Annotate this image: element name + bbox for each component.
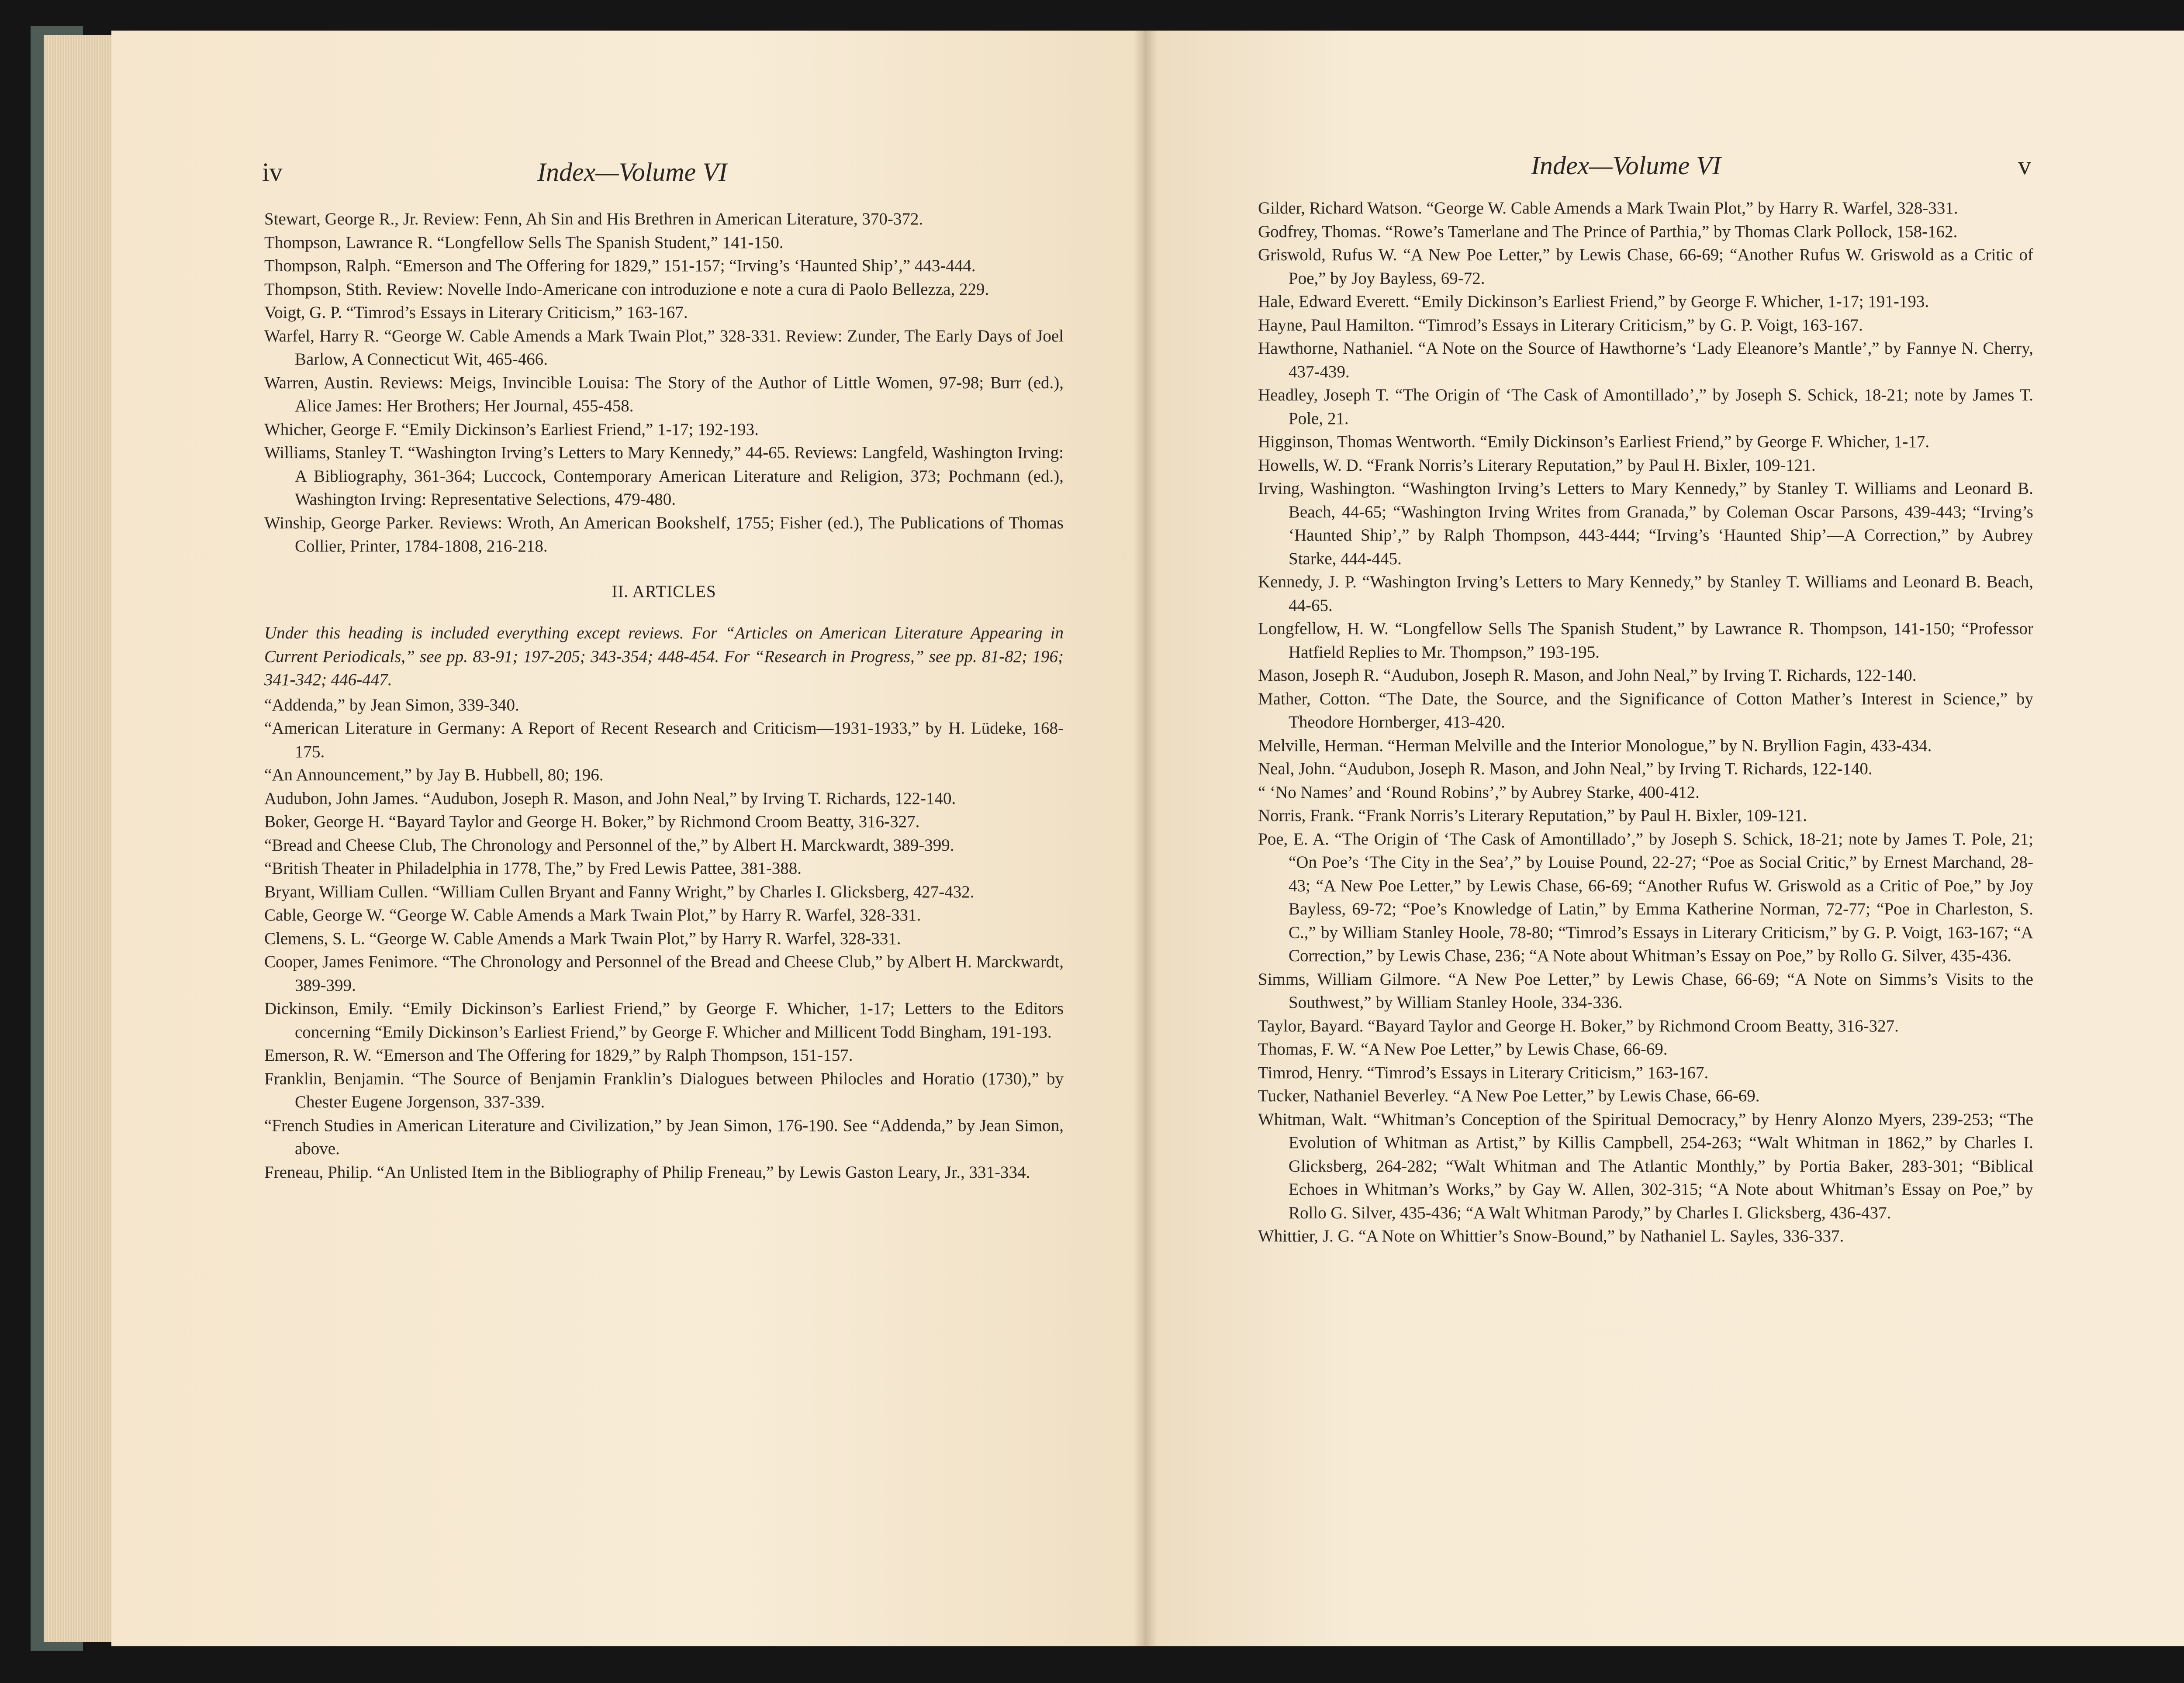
left-index-column	[264, 207, 1064, 1184]
index-entries	[1258, 197, 2033, 1248]
index-entry: Simms, William Gilmore. “A New Poe Letter,” by Lewis Chase, 66-69; “A Note on Simms’s Visits to the Southwest,” by William Stanley Hoole, 334-336.	[1258, 969, 2033, 1012]
right-page	[1144, 31, 2184, 1646]
index-entry: Thomas, F. W. “A New Poe Letter,” by Lewis Chase, 66-69.	[1258, 1040, 1668, 1059]
index-entry: Cable, George W. “George W. Cable Amends a Mark Twain Plot,” by Harry R. Warfel, 328-331.	[264, 906, 921, 924]
index-entry: Hale, Edward Everett. “Emily Dickinson’s Earliest Friend,” by George F. Whicher, 1-17; 191-193.	[1258, 292, 1929, 311]
index-entry: Hayne, Paul Hamilton. “Timrod’s Essays in Literary Criticism,” by G. P. Voigt, 163-167.	[1258, 315, 1863, 335]
index-entry: “Bread and Cheese Club, The Chronology and Personnel of the,” by Albert H. Marckwardt, 389-399.	[264, 835, 954, 855]
index-entry: Mather, Cotton. “The Date, the Source, and the Significance of Cotton Mather’s Interest in Science,” by Theodore Hornberger, 413-420.	[1258, 689, 2033, 731]
index-entry: Thompson, Lawrance R. “Longfellow Sells The Spanish Student,” 141-150.	[264, 233, 784, 252]
left-page	[111, 31, 1144, 1646]
right-page-header	[1144, 151, 2184, 194]
running-title: Index—Volume VI	[1531, 151, 1721, 180]
index-entry: Mason, Joseph R. “Audubon, Joseph R. Mason, and John Neal,” by Irving T. Richards, 122-140.	[1258, 666, 1917, 685]
index-entry: Bryant, William Cullen. “William Cullen Bryant and Fanny Wright,” by Charles I. Glicksberg, 427-432.	[264, 882, 975, 901]
book-gutter	[1133, 31, 1158, 1646]
index-entry: Winship, George Parker. Reviews: Wroth, An American Bookshelf, 1755; Fisher (ed.), The Publications of Thomas Collier, Printer, 1784-1808, 216-218.	[264, 513, 1064, 555]
index-entry: “French Studies in American Literature and Civilization,” by Jean Simon, 176-190. See “Addenda,” by Jean Simon, above.	[264, 1116, 1064, 1158]
index-entry: Headley, Joseph T. “The Origin of ‘The Cask of Amontillado’,” by Joseph S. Schick, 18-21; note by James T. Pole, 21.	[1258, 386, 2033, 428]
index-entry: Poe, E. A. “The Origin of ‘The Cask of Amontillado’,” by Joseph S. Schick, 18-21; note by James T. Pole, 21; “On Poe’s ‘The City in the Sea’,” by Louise Pound, 22-27; “Poe as Social Critic,” by Ernest Marchand, 28-43; “A New Poe Letter,” by Lewis Chase, 66-69; “Another Rufus W. Griswold as a Critic of Poe,” by Joy Bayless, 69-72; “Poe’s Knowledge of Latin,” by Emma Katherine Norman, 72-77; “Poe in Charleston, S. C.,” by William Stanley Hoole, 78-80; “Timrod’s Essays in Literary Criticism,” by G. P. Voigt, 163-167; “A Correction,” by Lewis Chase, 236; “A Note about Whitman’s Essay on Poe,” by Rollo G. Silver, 435-436.	[1258, 829, 2033, 965]
index-entry: “Addenda,” by Jean Simon, 339-340.	[264, 695, 519, 714]
right-index-column	[1258, 197, 2033, 1248]
index-entry: “British Theater in Philadelphia in 1778, The,” by Fred Lewis Pattee, 381-388.	[264, 859, 802, 878]
index-entry: Timrod, Henry. “Timrod’s Essays in Literary Criticism,” 163-167.	[1258, 1063, 1709, 1082]
index-entry: Higginson, Thomas Wentworth. “Emily Dickinson’s Earliest Friend,” by George F. Whicher, 1-17.	[1258, 432, 1930, 451]
index-entry: Neal, John. “Audubon, Joseph R. Mason, and John Neal,” by Irving T. Richards, 122-140.	[1258, 759, 1873, 778]
index-entry: Tucker, Nathaniel Beverley. “A New Poe Letter,” by Lewis Chase, 66-69.	[1258, 1086, 1760, 1105]
index-entry: Norris, Frank. “Frank Norris’s Literary Reputation,” by Paul H. Bixler, 109-121.	[1258, 806, 1807, 825]
page-edges-left	[44, 35, 118, 1642]
index-entry: Griswold, Rufus W. “A New Poe Letter,” by Lewis Chase, 66-69; “Another Rufus W. Griswold as a Critic of Poe,” by Joy Bayless, 69-72.	[1258, 245, 2033, 288]
index-entries-bottom	[264, 693, 1064, 1184]
index-entry: Franklin, Benjamin. “The Source of Benjamin Franklin’s Dialogues between Philocles and Horatio (1730),” by Chester Eugene Jorgenson, 337-339.	[264, 1069, 1064, 1111]
index-entry: Clemens, S. L. “George W. Cable Amends a Mark Twain Plot,” by Harry R. Warfel, 328-331.	[264, 929, 901, 948]
index-entry: Whitman, Walt. “Whitman’s Conception of the Spiritual Democracy,” by Henry Alonzo Myers, 239-253; “The Evolution of Whitman as Artist,” by Killis Campbell, 254-263; “Walt Whitman in 1862,” by Charles I. Glicksberg, 264-282; “Walt Whitman and The Atlantic Monthly,” by Portia Baker, 283-301; “Biblical Echoes in Whitman’s Works,” by Gay W. Allen, 302-315; “A Note about Whitman’s Essay on Poe,” by Rollo G. Silver, 435-436; “A Walt Whitman Parody,” by Charles I. Glicksberg, 436-437.	[1258, 1110, 2033, 1222]
index-entry: Freneau, Philip. “An Unlisted Item in the Bibliography of Philip Freneau,” by Lewis Gaston Leary, Jr., 331-334.	[264, 1162, 1030, 1182]
index-entry: Boker, George H. “Bayard Taylor and George H. Boker,” by Richmond Croom Beatty, 316-327.	[264, 812, 920, 831]
index-entry: Cooper, James Fenimore. “The Chronology and Personnel of the Bread and Cheese Club,” by Albert H. Marckwardt, 389-399.	[264, 952, 1064, 995]
section-heading: II. ARTICLES	[612, 582, 716, 601]
index-entries-top	[264, 207, 1064, 558]
index-entry: Emerson, R. W. “Emerson and The Offering for 1829,” by Ralph Thompson, 151-157.	[264, 1046, 853, 1065]
index-entry: Thompson, Stith. Review: Novelle Indo-Americane con introduzione e note a cura di Paolo Bellezza, 229.	[264, 279, 989, 299]
index-entry: Stewart, George R., Jr. Review: Fenn, Ah Sin and His Brethren in American Literature, 370-372.	[264, 210, 923, 228]
index-entry: “An Announcement,” by Jay B. Hubbell, 80; 196.	[264, 766, 604, 784]
index-entry: Audubon, John James. “Audubon, Joseph R. Mason, and John Neal,” by Irving T. Richards, 122-140.	[264, 789, 956, 808]
index-entry: Thompson, Ralph. “Emerson and The Offering for 1829,” 151-157; “Irving’s ‘Haunted Ship’,” 443-444.	[264, 256, 976, 275]
section-intro-note: Under this heading is included everything except reviews. For “Articles on American Literature Appearing in Current Periodicals,” see pp. 83-91; 197-205; 343-354; 448-454. For “Research in Progress,” see pp. 81-82; 196; 341-342; 446-447.	[264, 624, 1064, 689]
index-entry: Melville, Herman. “Herman Melville and the Interior Monologue,” by N. Bryllion Fagin, 433-434.	[1258, 736, 1932, 755]
index-entry: Howells, W. D. “Frank Norris’s Literary Reputation,” by Paul H. Bixler, 109-121.	[1258, 455, 1816, 475]
index-entry: Whittier, J. G. “A Note on Whittier’s Snow-Bound,” by Nathaniel L. Sayles, 336-337.	[1258, 1227, 1844, 1245]
running-title: Index—Volume VI	[537, 158, 727, 186]
index-entry: Voigt, G. P. “Timrod’s Essays in Literary Criticism,” 163-167.	[264, 303, 688, 322]
index-entry: Godfrey, Thomas. “Rowe’s Tamerlane and The Prince of Parthia,” by Thomas Clark Pollock, 158-162.	[1258, 222, 1958, 241]
page-number: v	[2018, 151, 2031, 180]
page-number: iv	[262, 158, 283, 186]
index-entry: Gilder, Richard Watson. “George W. Cable Amends a Mark Twain Plot,” by Harry R. Warfel, 328-331.	[1258, 199, 1958, 217]
left-page-header	[111, 157, 1144, 201]
index-entry: Kennedy, J. P. “Washington Irving’s Letters to Mary Kennedy,” by Stanley T. Williams and Leonard B. Beach, 44-65.	[1258, 572, 2033, 615]
index-entry: Taylor, Bayard. “Bayard Taylor and George H. Boker,” by Richmond Croom Beatty, 316-327.	[1258, 1016, 1899, 1035]
index-entry: “American Literature in Germany: A Report of Recent Research and Criticism—1931-1933,” by H. Lüdeke, 168-175.	[264, 719, 1064, 761]
index-entry: Irving, Washington. “Washington Irving’s Letters to Mary Kennedy,” by Stanley T. Williams and Leonard B. Beach, 44-65; “Washington Irving Writes from Granada,” by Coleman Oscar Parsons, 439-443; “Irving’s ‘Haunted Ship’,” by Ralph Thompson, 443-444; “Irving’s ‘Haunted Ship’—A Correction,” by Aubrey Starke, 444-445.	[1258, 479, 2033, 568]
index-entry: Longfellow, H. W. “Longfellow Sells The Spanish Student,” by Lawrance R. Thompson, 141-150; “Professor Hatfield Replies to Mr. Thompson,” 193-195.	[1258, 619, 2033, 662]
index-entry: Whicher, George F. “Emily Dickinson’s Earliest Friend,” 1-17; 192-193.	[264, 420, 759, 439]
index-entry: Warren, Austin. Reviews: Meigs, Invincible Louisa: The Story of the Author of Little Women, 97-98; Burr (ed.), Alice James: Her Brothers; Her Journal, 455-458.	[264, 373, 1064, 415]
index-entry: Warfel, Harry R. “George W. Cable Amends a Mark Twain Plot,” 328-331. Review: Zunder, The Early Days of Joel Barlow, A Connecticut Wit, 465-466.	[264, 326, 1064, 369]
index-entry: “ ‘No Names’ and ‘Round Robins’,” by Aubrey Starke, 400-412.	[1258, 783, 1700, 802]
index-entry: Hawthorne, Nathaniel. “A Note on the Source of Hawthorne’s ‘Lady Eleanore’s Mantle’,” by Fannye N. Cherry, 437-439.	[1258, 339, 2033, 381]
index-entry: Dickinson, Emily. “Emily Dickinson’s Earliest Friend,” by George F. Whicher, 1-17; Letters to the Editors concerning “Emily Dickinson’s Earliest Friend,” by George F. Whicher and Millicent Todd Bingham, 191-193.	[264, 999, 1064, 1042]
index-entry: Williams, Stanley T. “Washington Irving’s Letters to Mary Kennedy,” 44-65. Reviews: Langfeld, Washington Irving: A Bibliography, 361-364; Luccock, Contemporary American Literature and Religion, 373; Pochmann (ed.), Washington Irving: Representative Selections, 479-480.	[264, 443, 1064, 509]
